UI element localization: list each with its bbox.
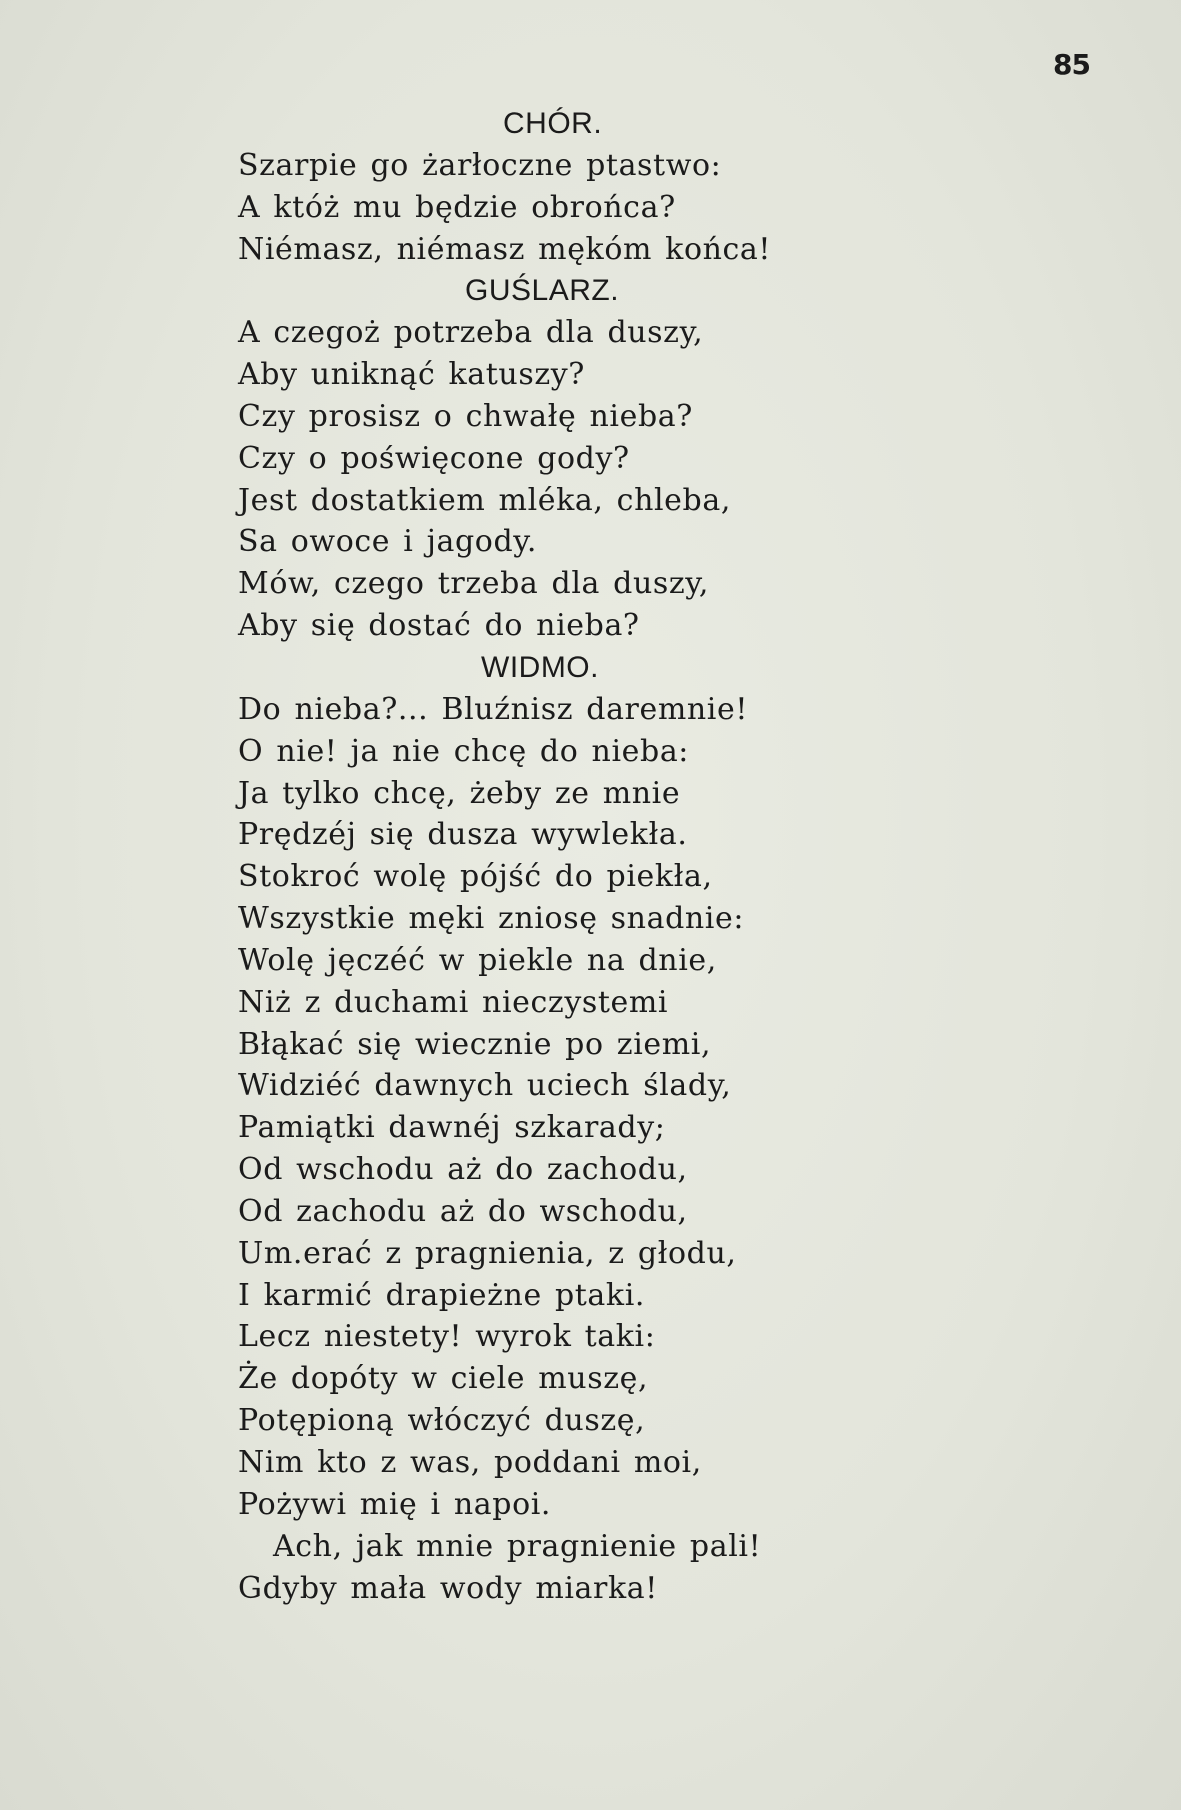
verse-line: Jest dostatkiem mléka, chleba, [238,482,731,518]
page-number: 85 [1053,48,1090,81]
verse-line: Sa owoce i jagody. [238,524,537,560]
verse-line: Prędzéj się dusza wywlekła. [238,817,688,853]
verse-line: A czegoż potrzeba dla duszy, [238,315,704,351]
verse-line: Niż z duchami nieczystemi [238,984,669,1020]
verse-line: A któż mu będzie obrońca? [238,189,676,225]
verse-line: Um.erać z pragnienia, z głodu, [238,1235,737,1271]
verse-line: Od zachodu aż do wschodu, [238,1193,688,1229]
verse-line: Szarpie go żarłoczne ptastwo: [238,147,722,183]
verse-line: Pamiątki dawnéj szkarady; [238,1110,666,1146]
verse-line: Błąkać się wiecznie po ziemi, [238,1026,712,1062]
poem-text [238,103,998,1609]
verse-line: O nie! ja nie chcę do nieba: [238,733,690,769]
speaker-heading-widmo: WIDMO. [481,650,599,684]
verse-line-indented: Ach, jak mnie pragnienie pali! [273,1528,762,1564]
verse-line: Stokroć wolę pójść do piekła, [238,859,713,895]
verse-line: Mów, czego trzeba dla duszy, [238,566,709,602]
verse-line: Widziéć dawnych uciech ślady, [238,1068,732,1104]
verse-line: Ja tylko chcę, żeby ze mnie [238,775,681,811]
verse-line: Gdyby mała wody miarka! [238,1570,658,1606]
verse-line: Aby się dostać do nieba? [238,608,640,644]
verse-line: Potępioną włóczyć duszę, [238,1403,646,1439]
verse-line: Niémasz, niémasz mękóm końca! [238,231,772,267]
verse-line: Czy prosisz o chwałę nieba? [238,398,693,434]
verse-line: Wolę jęczéć w piekle na dnie, [238,942,717,978]
verse-line: Czy o poświęcone gody? [238,440,630,476]
verse-line: Wszystkie męki zniosę snadnie: [238,901,745,937]
verse-line: Do nieba?... Bluźnisz daremnie! [238,691,749,727]
verse-line: Nim kto z was, poddani moi, [238,1445,702,1480]
verse-line: Pożywi mię i napoi. [238,1486,552,1522]
speaker-heading-guslarz: GUŚLARZ. [465,274,620,308]
verse-line: I karmić drapieżne ptaki. [238,1277,646,1313]
verse-line: Aby uniknąć katuszy? [238,357,585,393]
verse-line: Od wschodu aż do zachodu, [238,1152,688,1188]
verse-line: Że dopóty w ciele muszę, [238,1361,649,1397]
speaker-heading-chor: CHÓR. [503,107,603,140]
verse-line: Lecz niestety! wyrok taki: [238,1319,656,1355]
